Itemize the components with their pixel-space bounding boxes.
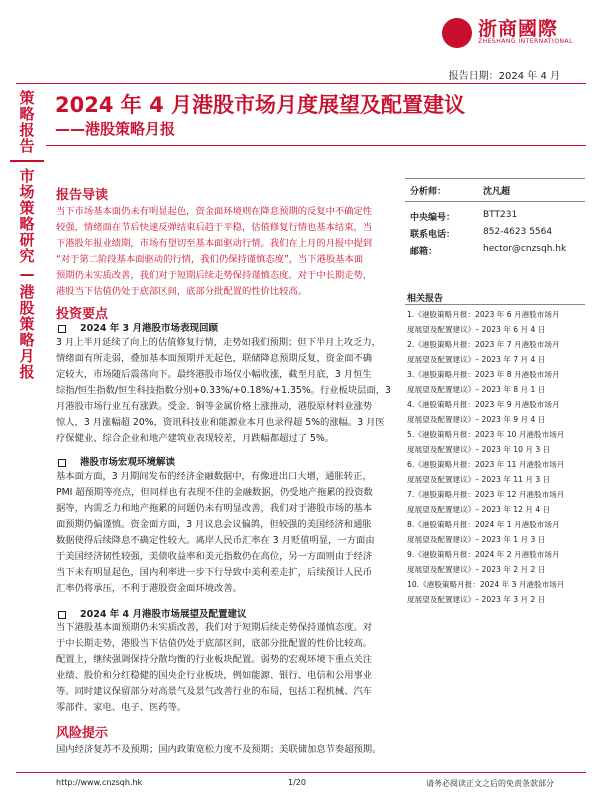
risk-text: 国内经济复苏不及预期；国内政策宽松力度不及预期；美联储加息节奏超预期。 (56, 744, 382, 755)
analyst-id-label: 中央编号： (410, 213, 456, 223)
body-line: 月港股市场行业互有涨跌。受金、铜等金属价格上涨推动，港股原材料业涨势 (56, 401, 373, 412)
sidebar-top-label: 策略报告 (19, 89, 35, 155)
body-line: 业绩、股价和分红稳健的国央企行业板块，例如能源、银行、电信和公用事业 (56, 670, 373, 681)
guide-line: 预期仍未实质改善，我们对于短期后续走势保持谨慎态度。对于中长期走势， (56, 270, 373, 281)
points-heading: 投资要点 (56, 307, 109, 322)
guide-line: “对于第二阶段基本面驱动的行情，我们仍保持谨慎态度”，当下港股基本面 (56, 254, 364, 265)
related-divider (405, 304, 585, 305)
related-item[interactable]: 1.《港股策略月报：2023 年 6 月港股市场月 度展望及配置建议》– 2023 年 6 月 4 日 (407, 310, 560, 334)
analyst-divider (405, 201, 585, 202)
related-item[interactable]: 4.《港股策略月报：2023 年 9 月港股市场月 度展望及配置建议》– 2023 年 9 月 4 日 (407, 400, 560, 424)
bullet-square-icon (58, 459, 66, 467)
bullet-square-icon (58, 325, 66, 333)
body-line: 于美国经济韧性较强，美债收益率和美元指数仍在高位，另一方面则由于经济 (56, 551, 373, 562)
section-1-title: 2024 年 3 月港股市场表现回顾 (58, 320, 218, 334)
analyst-phone-value: 852-4623 5564 (483, 227, 553, 237)
related-item[interactable]: 7.《港股策略月报：2023 年 12 月港股市场月 度展望及配置建议》– 2023 年 12 月 4 日 (407, 490, 565, 514)
guide-line: 下港股年报业绩期，市场有望切至基本面驱动行情。我们在上月的月报中提到 (56, 238, 373, 249)
section-2-title: 港股市场宏观环境解读 (58, 454, 175, 468)
related-item[interactable]: 9.《港股策略月报：2024 年 2 月港股市场月 度展望及配置建议》– 2023 年 2 月 2 日 (407, 550, 560, 574)
related-item[interactable]: 2.《港股策略月报：2023 年 7 月港股市场月 度展望及配置建议》– 2023 年 7 月 4 日 (407, 340, 560, 364)
body-line: 零部件、家电、电子、医药等。 (56, 702, 187, 713)
analyst-email-label: 邮箱： (410, 247, 438, 257)
body-line: 情绪面有所走弱，叠加基本面预期并无起色，联储降息预期反复，资金面不确 (56, 353, 373, 364)
analyst-label: 分析师： (410, 187, 447, 197)
risk-heading: 风险提示 (56, 726, 109, 741)
page-subtitle: ——港股策略月报 (55, 120, 176, 138)
guide-line: 当下市场基本面仍未有明显起色，资金面环境则在降息预期的反复中不确定性 (56, 206, 373, 217)
body-line: 数据使得后续降息不确定性较大。离岸人民币汇率在 3 月贬值明显，一方面由 (56, 535, 375, 546)
related-item[interactable]: 8.《港股策略月报：2024 年 1 月港股市场月 度展望及配置建议》– 2023 年 1 月 3 日 (407, 520, 560, 544)
related-item[interactable]: 5.《港股策略月报：2023 年 10 月港股市场月 度展望及配置建议》– 2023 年 10 月 3 日 (407, 430, 565, 454)
analyst-phone-label: 联系电话： (410, 230, 456, 240)
guide-body (56, 204, 401, 300)
body-line: 汇率仍将承压，不利于港股资金面环境改善。 (56, 583, 242, 594)
body-line: 综指/恒生指数/恒生科技指数分别+0.33%/+0.18%/+1.35%。行业板块层面，3 (56, 385, 391, 396)
section-3-title: 2024 年 4 月港股市场展望及配置建议 (58, 606, 246, 620)
guide-line: 港股当下估值仍处于底部区间，底部分批配置的性价比较高。 (56, 286, 308, 297)
body-line: PMI 超预期等亮点，但同样也有表现不佳的金融数据，仍受地产拖累的投资数 (56, 487, 373, 498)
body-line: 当下港股基本面预期仍未实质改善，我们对于短期后续走势保持谨慎态度。对 (56, 622, 373, 633)
footer-disclaimer: 请务必阅读正文之后的免责条款部分 (426, 779, 554, 788)
related-item[interactable]: 6.《港股策略月报：2023 年 11 月港股市场月 度展望及配置建议》– 2023 年 11 月 3 日 (407, 460, 565, 484)
sidebar-divider (10, 160, 44, 162)
section-1-body (56, 335, 401, 447)
bullet-square-icon (58, 611, 66, 619)
footer-divider (16, 772, 586, 773)
title-divider (46, 145, 586, 146)
related-item[interactable]: 10.《港股策略月报：2024 年 3 月港股市场月 度展望及配置建议》– 2023 年 3 月 2 日 (407, 580, 565, 604)
footer-url[interactable]: http://www.cnzsqh.hk (56, 778, 143, 787)
analyst-email-value[interactable]: hector@cnzsqh.hk (483, 244, 567, 254)
sidebar-dash: — (19, 265, 35, 283)
brand-name: 浙商國際 (478, 18, 559, 40)
analyst-name: 沈凡超 (483, 187, 511, 197)
report-date: 报告日期：2024 年 4 月 (448, 71, 560, 82)
brand-name-en: ZHESHANG INTERNATIONAL (478, 38, 573, 45)
sidebar-lower-label: 市场策略研究 (19, 167, 35, 265)
header-divider (16, 83, 586, 84)
body-line: 配置上，继续强调保持分散均衡的行业板块配置。弱势的宏观环境下重点关注 (56, 654, 373, 665)
related-heading: 相关报告 (407, 294, 444, 304)
body-line: 疗保健业、综合企业和地产建筑业表现较差，月跌幅都超过了 5%。 (56, 433, 335, 444)
brand-logo-icon (442, 18, 472, 48)
body-line: 基本面方面，3 月期间发布的经济金融数据中，有像进出口大增，通胀转正， (56, 471, 372, 482)
section-3-body (56, 620, 401, 716)
related-list (407, 307, 587, 607)
body-line: 定较大，市场随后震荡向下。最终港股市场仅小幅收涨，截至月底，3 月恒生 (56, 369, 372, 380)
analyst-id-value: BTT231 (483, 210, 518, 220)
body-line: 据等，内需乏力和地产拖累的问题仍未有明显改善，我们对于港股市场的基本 (56, 503, 373, 514)
body-line: 等。同时建议保留部分对高景气及景气改善行业的布局，包括工程机械、汽车 (56, 686, 373, 697)
page-number: 1/20 (288, 778, 306, 787)
analyst-divider (405, 178, 585, 179)
sidebar-lower-label-2: 港股策略月报 (19, 283, 35, 381)
body-line: 惊人，3 月涨幅超 20%，资讯科技业和能源业本月也录得超 5%的涨幅。3 月医 (56, 417, 385, 428)
section-2-body (56, 469, 401, 597)
body-line: 3 月上半月延续了向上的估值修复行情，走势如我们预期；但下半月上攻乏力， (56, 337, 381, 348)
related-item[interactable]: 3.《港股策略月报：2023 年 8 月港股市场月 度展望及配置建议》– 2023 年 8 月 1 日 (407, 370, 560, 394)
page-title: 2024 年 4 月港股市场月度展望及配置建议 (55, 93, 465, 117)
body-line: 面预期仍偏谨慎。资金面方面，3 月议息会议偏鸽，但较强的美国经济和通胀 (56, 519, 372, 530)
body-line: 于中长期走势，港股当下估值仍处于底部区间，底部分批配置的性价比较高。 (56, 638, 373, 649)
guide-heading: 报告导读 (56, 188, 109, 203)
guide-line: 较强，情绪面在节后快速反弹结束后趋于平稳，估值修复行情也基本结束，当 (56, 222, 373, 233)
body-line: 当下未有明显起色，国内利率进一步下行导致中美利差走扩，后续预计人民币 (56, 567, 373, 578)
